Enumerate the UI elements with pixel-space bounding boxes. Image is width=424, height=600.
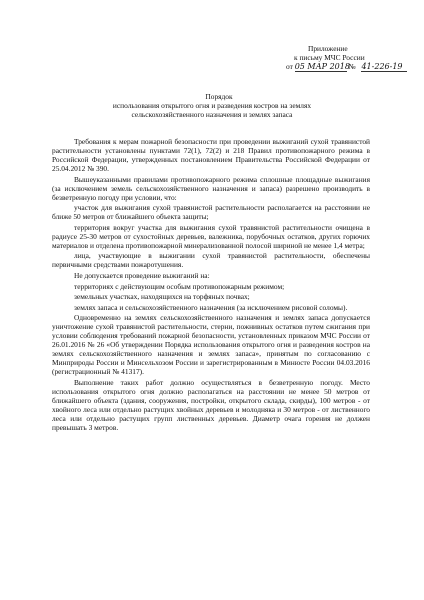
paragraph: Не допускается проведение выжиганий на:: [74, 270, 210, 280]
document-body: [52, 137, 370, 434]
appendix-letter-ref: к письму МЧС России: [294, 53, 365, 62]
paragraph: территория вокруг участка для выжигания сухой травянистой растительности очищена в радиусе 25-30 метров от сухостойных деревьев, валежника, порубочных остатков, других горючих материалов и отделена противопожарной минерализованной полосой шириной не менее 1,4 метра;: [52, 222, 370, 250]
appendix-date-number: [286, 62, 418, 72]
paragraph: земельных участках, находящихся на торфяных почвах;: [74, 292, 250, 302]
paragraph: землях запаса и сельскохозяйственного назначения (за исключением рисовой соломы).: [74, 302, 348, 312]
handwritten-number: 41-226-19: [361, 62, 407, 72]
document-title: [0, 92, 424, 119]
date-prefix: от: [286, 62, 293, 71]
paragraph: лица, участвующие в выжигании сухой травянистой растительности, обеспечены первичными средствами пожаротушения.: [52, 251, 370, 270]
appendix-header: [286, 44, 418, 72]
paragraph: территориях с действующим особым противопожарным режимом;: [74, 281, 285, 291]
paragraph: Требования к мерам пожарной безопасности при проведении выжиганий сухой травянистой растительности установлены пунктами 72(1), 72(2) и 218 Правил противопожарного режима в Российской Федерации, утвержденных постановлением Правительства Российской Федерации от 25.04.2012 № 390.: [52, 137, 370, 173]
paragraph: Выполнение таких работ должно осуществляться в безветренную погоду. Место использования открытого огня должно располагаться на расстоянии не менее 50 метров от ближайшего объекта (здания, сооружения, постройки, открытого склада, скирды), 100 метров - от хвойного леса или отдельно растущих хвойных деревьев и молодняка и 30 метров - от лиственного леса или отдельно растущих групп лиственных деревьев. Диаметр очага горения не должен превышать 3 метров.: [52, 377, 370, 432]
number-prefix: №: [348, 62, 356, 71]
paragraph: Вышеуказанными правилами противопожарного режима сплошные площадные выжигания (за исключением земель сельскохозяйственного назначения и запаса) разрешено производить в безветренную погоду при условии, что:: [52, 174, 370, 202]
appendix-label: Приложение: [308, 44, 348, 53]
title-line-1: Порядок: [205, 92, 233, 101]
handwritten-date: 05 МАР 2018: [294, 62, 350, 71]
title-line-3: сельскохозяйственного назначения и землях запаса: [131, 110, 293, 119]
title-line-2: использования открытого огня и разведения костров на землях: [112, 101, 312, 110]
paragraph: участок для выжигания сухой травянистой растительности располагается на расстоянии не ближе 50 метров от ближайшего объекта защиты;: [52, 203, 370, 222]
paragraph: Одновременно на землях сельскохозяйственного назначения и землях запаса допускается уничтожение сухой травянистой растительности, стерни, пожнивных остатков путем сжигания при условии соблюдения требований пожарной безопасности, установленных приказом МЧС России от 26.01.2016 № 26 «Об утверждении Порядка использования открытого огня и разведения костров на землях сельскохозяйственного назначения и землях запаса», принятым по согласованию с Минприроды России и Минсельхозом России и зарегистрированным в Минюсте России 04.03.2016 (регистрационный № 41317).: [52, 313, 370, 377]
